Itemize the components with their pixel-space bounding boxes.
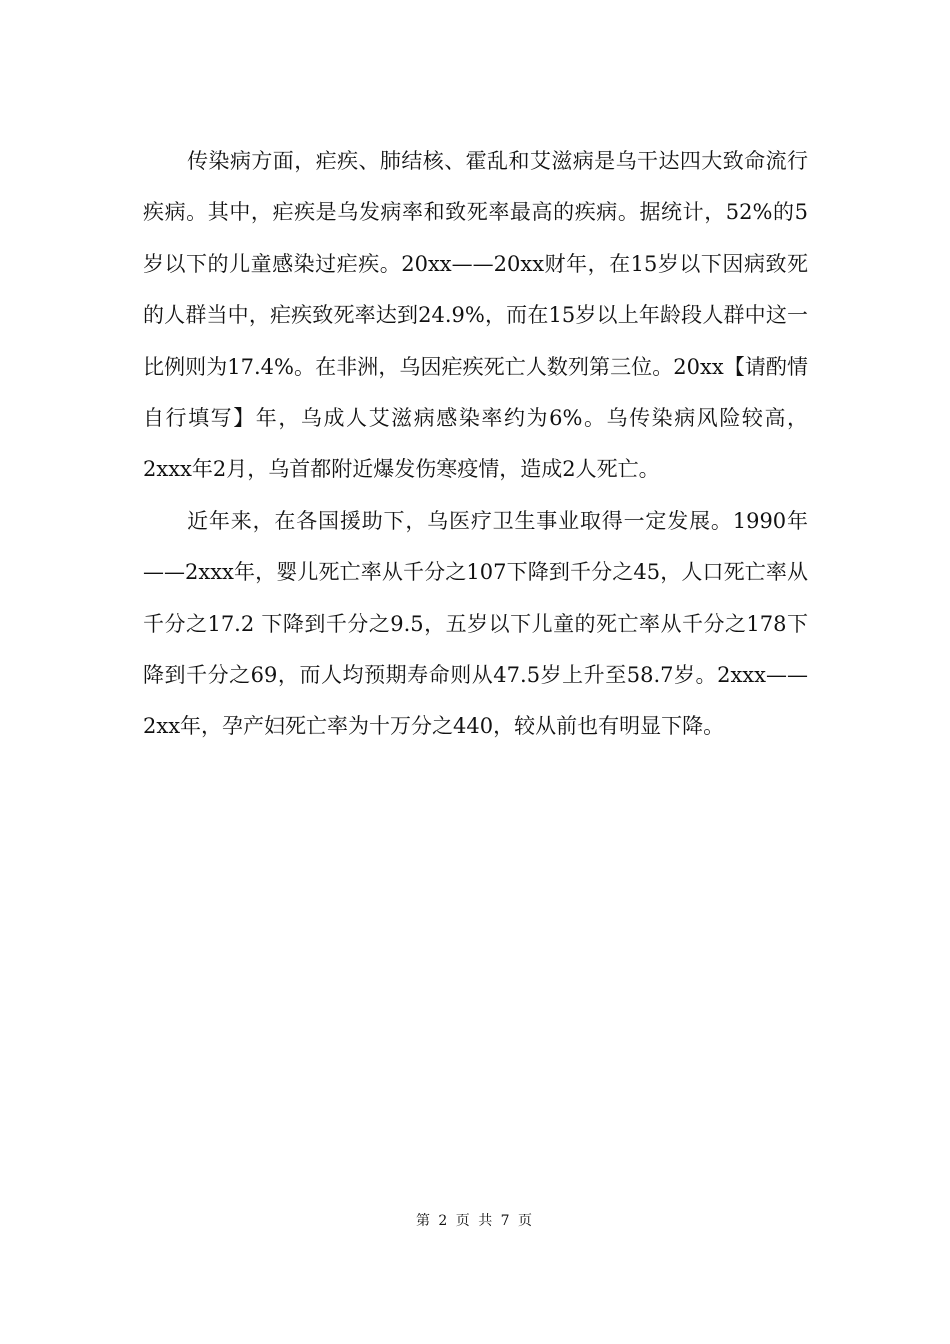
paragraph-health-development: 近年来，在各国援助下，乌医疗卫生事业取得一定发展。1990年——2xxx年，婴儿死亡率从千分之107下降到千分之45，人口死亡率从千分之17.2 下降到千分之9.5，五岁以下儿童的死亡率从千分之178下降到千分之69，而人均预期寿命则从47.5岁上升至58.7岁。2xxx——2xx年，孕产妇死亡率为十万分之440，较从前也有明显下降。: [143, 508, 808, 739]
document-body: [143, 136, 808, 753]
page-number-footer: 第 2 页 共 7 页: [415, 1213, 535, 1229]
paragraph-infectious-diseases: 传染病方面，疟疾、肺结核、霍乱和艾滋病是乌干达四大致命流行疾病。其中，疟疾是乌发病率和致死率最高的疾病。据统计，52%的5岁以下的儿童感染过疟疾。20xx——20xx财年，在15岁以下因病致死的人群当中，疟疾致死率达到24.9%，而在15岁以上年龄段人群中这一比例则为17.4%。在非洲，乌因疟疾死亡人数列第三位。20xx【请酌情自行填写】年，乌成人艾滋病感染率约为6%。乌传染病风险较高， 2xxx年2月，乌首都附近爆发伤寒疫情，造成2人死亡。: [143, 149, 808, 482]
